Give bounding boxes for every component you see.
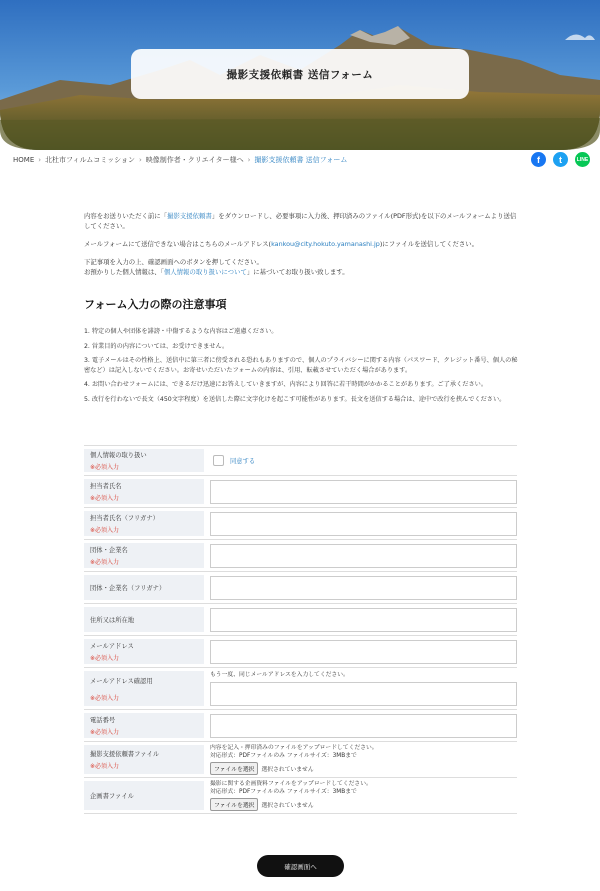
form-field (210, 713, 517, 738)
field-label-text: 電話番号 (90, 717, 116, 724)
form-field (210, 781, 517, 810)
note-item: 5. 改行を行わないで長文（450文字程度）を送信した際に文字化けを起こす可能性があります。長文を送信する場合は、途中で改行を挟んでください。 (84, 396, 506, 404)
form-field (210, 511, 517, 536)
org-input[interactable] (210, 544, 517, 568)
field-label-text: 個人情報の取り扱い (90, 452, 147, 459)
form-label (84, 607, 204, 632)
required-badge: ※必須入力 (90, 527, 120, 534)
choose-file-button[interactable]: ファイルを選択 (210, 798, 258, 811)
form-field (210, 607, 517, 632)
note-item: 4. お問い合わせフォームには、できるだけ迅速にお答えしていきますが、内容により回答に若干時間がかかることがあります。ご了承ください。 (84, 381, 488, 389)
form-label (84, 639, 204, 664)
field-label-text: 担当者氏名 (90, 483, 122, 490)
breadcrumb-current: 撮影支援依頼書 送信フォーム (254, 156, 348, 164)
file-note: 対応形式：PDFファイルのみ ファイルサイズ：3MBまで (210, 753, 357, 759)
file-note: 内容を記入・押印済みのファイルをアップロードしてください。 (210, 744, 378, 751)
address-input[interactable] (210, 608, 517, 632)
page-title: 撮影支援依頼書 送信フォーム (226, 68, 374, 81)
form-row-email (84, 636, 517, 668)
form-label (84, 449, 204, 472)
field-label-text: 団体・企業名 (90, 547, 128, 554)
field-label-text: 住所又は所在地 (90, 617, 135, 624)
breadcrumb (13, 155, 347, 165)
email-input[interactable] (210, 640, 517, 664)
form-row-org-kana (84, 572, 517, 604)
file-status: 選択されていません (261, 803, 314, 810)
field-label-text: 団体・企業名（フリガナ） (90, 585, 166, 592)
intro-paragraph (84, 258, 520, 278)
notes-heading: フォーム入力の際の注意事項 (84, 298, 227, 311)
form-field (210, 639, 517, 664)
field-label-text: 担当者氏名（フリガナ） (90, 515, 159, 522)
checkbox-box[interactable] (213, 455, 224, 466)
file-note: 対応形式：PDFファイルのみ ファイルサイズ：3MBまで (210, 789, 357, 795)
form-field (210, 671, 517, 706)
intro-text-segment: 」に基づいてお取り扱い致します。 (246, 267, 349, 276)
form-row-tel (84, 710, 517, 742)
form-field (210, 575, 517, 600)
twitter-icon[interactable]: t (553, 152, 568, 167)
chevron-right-icon: › (38, 156, 42, 164)
request-form (84, 445, 517, 814)
form-field (210, 543, 517, 568)
agree-label[interactable]: 同意する (230, 458, 256, 465)
breadcrumb-home[interactable]: HOME (13, 156, 35, 164)
confirm-button[interactable]: 確認画面へ (257, 855, 344, 877)
required-badge: ※必須入力 (90, 729, 120, 736)
email-confirm-note: もう一度、同じメールアドレスを入力してください。 (210, 672, 349, 678)
hero-banner (0, 0, 600, 150)
file-picker (210, 798, 517, 811)
form-row-file1 (84, 742, 517, 778)
intro-text-segment: お預かりした個人情報は、「 (84, 267, 164, 276)
form-field (210, 449, 517, 472)
form-label (84, 511, 204, 536)
email-confirm-input[interactable] (210, 682, 517, 706)
note-item: 3. 電子メールはその性格上、送信中に第三者に傍受される恐れもありますので、個人のプライバシーに関する内容（パスワード、クレジット番号、個人の秘密など）は記入しないでください。お寄せいただいたフォームの内容は、引用、転載させていただく場合があります。 (84, 357, 518, 374)
intro-text (84, 212, 520, 286)
email-link[interactable]: kankou@city.hokuto.yamanashi.jp (271, 239, 380, 248)
required-badge: ※必須入力 (90, 694, 120, 702)
field-label-text: 撮影支援依頼書ファイル (90, 751, 160, 758)
form-label (84, 781, 204, 810)
choose-file-button[interactable]: ファイルを選択 (210, 762, 258, 775)
name-input[interactable] (210, 480, 517, 504)
org-kana-input[interactable] (210, 576, 517, 600)
required-badge: ※必須入力 (90, 763, 120, 770)
form-row-email-confirm (84, 668, 517, 710)
form-row-address (84, 604, 517, 636)
form-field (210, 745, 517, 774)
required-badge: ※必須入力 (90, 655, 120, 662)
tel-input[interactable] (210, 714, 517, 738)
form-label (84, 713, 204, 738)
note-item: 2. 営業目的の内容については、お受けできません。 (84, 342, 229, 350)
request-form-link[interactable]: 撮影支援依頼書 (167, 212, 212, 220)
intro-text-segment: )にファイルを送信してください。 (379, 239, 479, 248)
form-row-file2 (84, 778, 517, 814)
intro-text-segment: メールフォームにて送信できない場合はこちらのメールアドレス( (84, 239, 272, 248)
form-row-privacy (84, 446, 517, 476)
notes-list (84, 327, 520, 410)
form-row-kana (84, 508, 517, 540)
intro-text-segment: 」をダウンロードし、必要事項に入力後、押印済みのファイル(PDF形式)を以下のメールフォームより送信してください。 (84, 212, 517, 230)
breadcrumb-creators[interactable]: 映像制作者・クリエイター様へ (145, 156, 244, 164)
form-field (210, 479, 517, 504)
field-label-text: メールアドレス (90, 643, 134, 650)
file-picker (210, 762, 517, 775)
file-status: 選択されていません (261, 767, 314, 774)
note-item: 1. 特定の個人や団体を誹謗・中傷するような内容はご遠慮ください。 (84, 328, 278, 335)
form-label (84, 479, 204, 504)
form-label (84, 575, 204, 600)
file-note: 撮影に関する企画資料ファイルをアップロードしてください。 (210, 780, 372, 787)
breadcrumb-film-commission[interactable]: 北杜市フィルムコミッション (45, 156, 135, 164)
form-label (84, 543, 204, 568)
required-badge: ※必須入力 (90, 495, 120, 502)
intro-paragraph (84, 212, 520, 232)
social-share (531, 152, 590, 167)
chevron-right-icon: › (138, 156, 142, 164)
hero-title-box (131, 49, 469, 99)
intro-paragraph (84, 240, 520, 250)
agree-checkbox[interactable] (213, 455, 517, 466)
field-label-text: メールアドレス確認用 (90, 677, 153, 685)
line-icon[interactable]: LINE (575, 152, 590, 167)
privacy-policy-link[interactable]: 個人情報の取り扱いについて (163, 267, 247, 276)
form-label (84, 745, 204, 774)
name-kana-input[interactable] (210, 512, 517, 536)
facebook-icon[interactable]: f (531, 152, 546, 167)
form-row-org (84, 540, 517, 572)
intro-text-segment: 下記事項を入力の上、確認画面へのボタンを押してください。 (84, 257, 263, 266)
required-badge: ※必須入力 (90, 464, 120, 471)
field-label-text: 企画書ファイル (90, 793, 134, 800)
chevron-right-icon: › (247, 156, 251, 164)
required-badge: ※必須入力 (90, 559, 120, 566)
form-label (84, 671, 204, 706)
form-row-name (84, 476, 517, 508)
intro-text-segment: 内容をお送りいただく前に「 (84, 212, 168, 220)
